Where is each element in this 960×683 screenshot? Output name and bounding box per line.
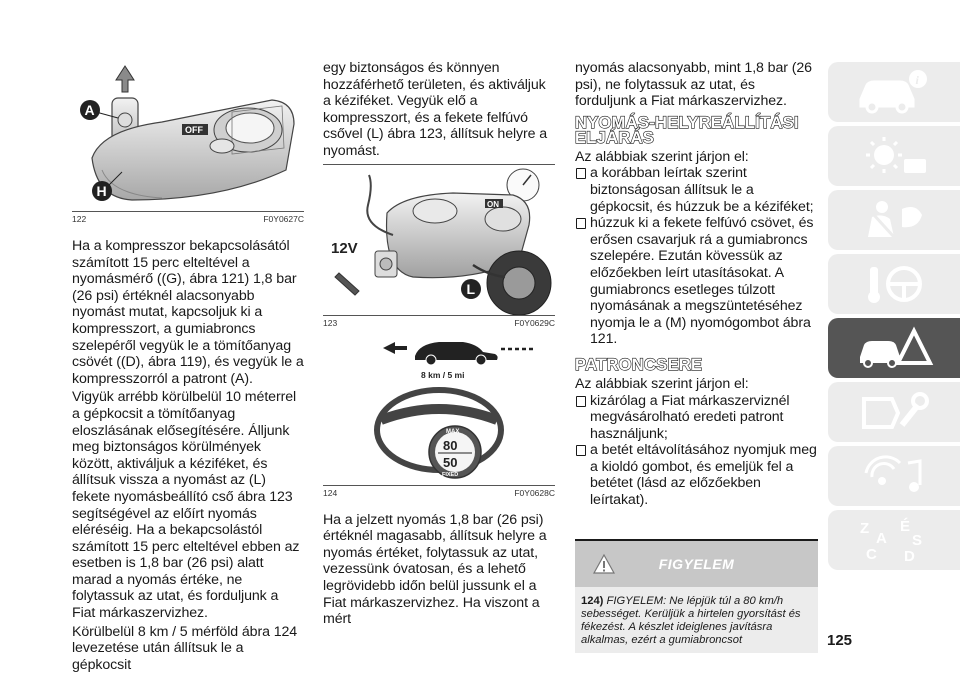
index-letters-icon xyxy=(854,515,934,565)
figure-124 xyxy=(323,334,555,486)
column-2 xyxy=(323,60,555,628)
car-info-icon xyxy=(854,69,934,115)
figure-number: 123 xyxy=(323,317,338,328)
svg-text:É: É xyxy=(900,518,911,535)
chapter-sidebar xyxy=(828,62,960,574)
svg-text:C: C xyxy=(866,546,877,563)
warning-text xyxy=(575,587,818,653)
compressor-cartridge-illustration xyxy=(72,60,304,210)
svg-text:S: S xyxy=(912,532,923,549)
warning-number: 124) xyxy=(581,594,604,607)
tab-multimedia[interactable] xyxy=(828,446,960,506)
section-heading-cartridge-change: PATRONCSERE xyxy=(575,355,703,374)
tab-dashboard-lights[interactable] xyxy=(828,126,960,186)
svg-text:A: A xyxy=(876,530,887,547)
distance-label: 8 km / 5 mi xyxy=(421,369,465,380)
tab-car-info[interactable] xyxy=(828,62,960,122)
tab-starting-driving[interactable] xyxy=(828,254,960,314)
svg-text:D: D xyxy=(904,548,915,565)
speed-limit-illustration xyxy=(323,334,555,484)
compressor-tire-illustration xyxy=(323,165,555,315)
figure-caption-123 xyxy=(323,318,555,328)
callout-a: A xyxy=(84,102,95,118)
paragraph-intro: egy biztonságos és könnyen hozzáférhető területen, és aktiváljuk a kéziféket. Vegyük elő a kompresszort, és a fekete felfúvó csővel (L) ábra 123, állítsuk helyre a nyomást. xyxy=(323,60,548,159)
ring-top-label: MAX xyxy=(446,428,460,435)
list-item: a korábban leírtak szerint biztonságosan állítsuk le a gépkocsit, és húzzuk be a kéziféket; xyxy=(575,165,818,215)
column-3 xyxy=(575,60,818,653)
dashboard-lights-icon xyxy=(854,133,934,179)
paragraph-outro: Ha a jelzett nyomás 1,8 bar (26 psi) értéknél magasabb, állítsuk helyre a nyomás értéket, folytassuk az utat, vezessünk óvatosan, és a lehető legrövidebb időn belül jussunk el a Fiat márkaszervizhez. Ha viszont a mért xyxy=(323,511,547,628)
tab-maintenance[interactable] xyxy=(828,382,960,442)
list-item: húzzuk ki a fekete felfúvó csövet, és erősen csavarjuk rá a gumiabroncs szelepére. Ezután kövessük az előzőekben leírt utasításokat. A gumiabroncs esetleges túlzott nyomásának a megszüntetéséhez nyomja le a (M) nyomógombot ábra 121. xyxy=(575,215,818,348)
column-1 xyxy=(72,60,304,673)
figure-caption-124 xyxy=(323,488,555,498)
off-label: OFF xyxy=(185,125,203,135)
callout-l: L xyxy=(466,280,476,297)
figure-code: F0Y0627C xyxy=(263,214,304,224)
paragraph-3: Körülbelül 8 km / 5 mérföld ábra 124 levezetése után állítsuk le a gépkocsit xyxy=(72,623,298,673)
key-steering-icon xyxy=(854,261,934,307)
seatbelt-airbag-icon xyxy=(854,197,934,243)
service-wrench-icon xyxy=(854,389,934,435)
list-item: kizárólag a Fiat márkaszerviznél megvásárolható eredeti patront használjunk; xyxy=(575,393,818,443)
callout-h: H xyxy=(96,183,107,199)
figure-caption-122 xyxy=(72,214,304,224)
tab-index[interactable] xyxy=(828,510,960,570)
multimedia-icon xyxy=(854,453,934,499)
warning-header xyxy=(575,541,818,587)
section-heading-pressure-restore: NYOMÁS-HELYREÁLLÍTÁSI ELJÁRÁS xyxy=(575,113,799,147)
warning-title: FIGYELEM xyxy=(658,555,735,572)
on-label: ON xyxy=(487,199,499,209)
page-number: 125 xyxy=(827,632,853,649)
speed-50-label: 50 xyxy=(443,454,458,470)
tab-emergency[interactable] xyxy=(828,318,960,378)
ring-bottom-label: FIXED xyxy=(442,471,459,478)
tab-safety[interactable] xyxy=(828,190,960,250)
figure-code: F0Y0629C xyxy=(514,317,555,328)
warning-body: FIGYELEM: Ne lépjük túl a 80 km/h sebességet. Kerüljük a hirtelen gyorsítást és fékezést. A készlet ideiglenes javításra alkalmas, ezért a gumiabroncsot xyxy=(581,594,801,646)
lead-text: Az alábbiak szerint járjon el: xyxy=(575,375,749,392)
figure-number: 124 xyxy=(323,487,338,498)
figure-123 xyxy=(323,164,555,316)
paragraph-intro: nyomás alacsonyabb, mint 1,8 bar (26 psi), ne folytassuk az utat, és forduljunk a Fiat márkaszervizhez. xyxy=(575,60,812,110)
svg-text:i: i xyxy=(915,73,919,87)
figure-code: F0Y0628C xyxy=(514,487,555,498)
figure-122 xyxy=(72,60,304,212)
speed-80-label: 80 xyxy=(443,437,458,453)
list-item: a betét eltávolításához nyomjuk meg a kioldó gombot, és emeljük fel a betétet (lásd az előzőekben leírtakat). xyxy=(575,442,818,508)
figure-number: 122 xyxy=(72,214,87,224)
breakdown-warning-icon xyxy=(854,325,934,371)
paragraph-1: Ha a kompresszor bekapcsolásától számított 15 perc elteltével a nyomásmérő ((G), ábra 121) 1,8 bar (26 psi) értéknél alacsonyabb nyomást mutat, kapcsoljuk ki a kompresszort, a gumiabroncs szelepéről vegyük le a tömítőanyag csövét ((D), ábra 119), és vegyük le a kompresszorról a patront (A). xyxy=(72,238,304,387)
12v-label: 12V xyxy=(331,239,358,257)
paragraph-2: Vigyük arrébb körülbelül 10 méterrel a gépkocsit a tömítőanyag eloszlásának elősegítésére. Álljunk meg biztonságos körülmények között, aktiváljuk a kéziféket, és állítsuk vissza a nyomást az (L) fekete nyomásbeállító cső ábra 123 segítségével az előírt nyomás eléréséig. Ha a bekapcsolástól számított 15 perc elteltével ebben az esetben is 1,8 bar (26 psi) alatt marad a nyomás értéke, ne folytassuk az utat, és forduljunk a Fiat márkaszervizhez. xyxy=(72,389,300,622)
lead-text: Az alábbiak szerint járjon el: xyxy=(575,148,749,165)
warning-box xyxy=(575,539,818,653)
svg-text:Z: Z xyxy=(860,520,870,537)
